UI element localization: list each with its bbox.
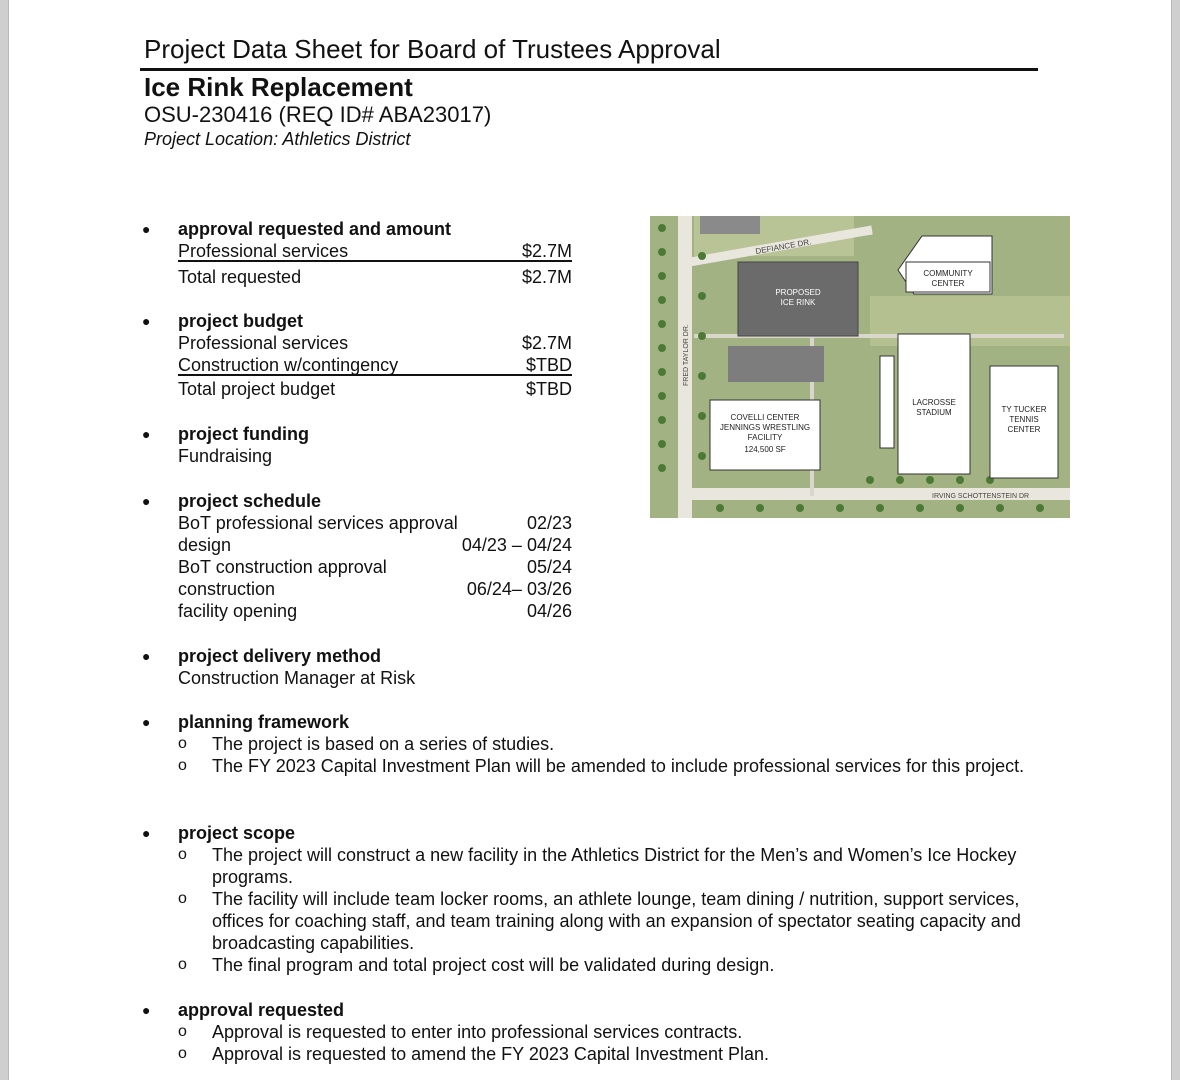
row-label: Professional services [178,241,349,261]
row-value: $TBD [525,379,572,399]
bullet-icon: ● [142,313,151,329]
table-row [178,512,572,534]
covelli-label: COVELLI CENTER [730,413,800,422]
section-text: Construction Manager at Risk [178,668,416,688]
list-item [178,1043,1052,1065]
project-name: Ice Rink Replacement [144,72,413,102]
bullet-icon: ● [142,1002,151,1018]
circle-bullet-icon: o [178,890,187,907]
table-row [178,332,572,354]
section-title: approval requested and amount [178,219,452,239]
row-value: 05/24 [526,557,572,577]
community-label: CENTER [931,279,965,288]
bullet-icon: ● [142,648,151,664]
row-label: Construction w/contingency [178,355,399,375]
list-item [178,888,1052,954]
table-row [178,240,572,262]
tennis-label: TY TUCKER [1001,405,1047,414]
list-item-text: Approval is requested to enter into professional services contracts. [212,1022,743,1042]
budget-section [178,310,572,400]
section-title: project funding [178,424,309,444]
framework-section [178,711,1052,777]
proposed-label: ICE RINK [780,298,816,307]
circle-bullet-icon: o [178,846,187,863]
page-title: Project Data Sheet for Board of Trustees Approval [144,34,721,64]
bullet-icon: ● [142,493,151,509]
lacrosse-stand [880,356,894,448]
section-title: planning framework [178,712,350,732]
bullet-icon: ● [142,825,151,841]
title-divider [140,68,1038,71]
bullet-icon: ● [142,221,151,237]
project-location: Project Location: Athletics District [144,129,411,149]
list-item-text: The project will construct a new facility in the Athletics District for the Men’s and Women’s Ice Hockey programs. [212,845,1017,887]
bullet-icon: ● [142,714,151,730]
row-value: 02/23 [526,513,572,533]
row-label: BoT professional services approval [178,513,458,533]
approval-section [178,999,1052,1065]
existing-building [700,216,760,234]
fred-taylor-label: FRED TAYLOR DR. [683,324,690,386]
section-title: approval requested [178,1000,345,1020]
covelli-label: FACILITY [747,433,783,442]
row-value: 04/23 – 04/24 [461,535,572,555]
scope-section [178,822,1052,976]
section-title: project budget [178,311,303,331]
row-value: 04/26 [526,601,572,621]
project-id: OSU-230416 (REQ ID# ABA23017) [144,102,492,127]
row-label: design [178,535,232,555]
row-value: $TBD [525,355,572,375]
table-row [178,578,572,600]
list-item-text: The facility will include team locker rooms, an athlete lounge, team dining / nutrition, support services, offices for coaching staff, and team training along with an expansion of spectator seating capacity and broadcasting capabilities. [212,889,1021,953]
bullet-icon: ● [142,426,151,442]
row-value: 06/24– 03/26 [466,579,572,599]
tennis-label: TENNIS [1009,415,1039,424]
community-label: COMMUNITY [923,269,973,278]
irving-label: IRVING SCHOTTENSTEIN DR [932,493,1030,500]
viewer-left-border [0,0,9,1080]
list-item-text: The FY 2023 Capital Investment Plan will be amended to include professional services for this project. [212,756,1025,776]
defiance-label: DEFIANCE DR. [754,237,812,256]
schedule-section [178,490,572,622]
table-row [178,556,572,578]
list-item [178,1021,1052,1043]
table-row [178,600,572,622]
list-item-text: The project is based on a series of studies. [212,734,555,754]
section-title: project schedule [178,491,322,511]
list-item-text: Approval is requested to amend the FY 2023 Capital Investment Plan. [212,1044,769,1064]
row-label: Total requested [178,267,302,287]
row-label: facility opening [178,601,298,621]
delivery-section [178,645,415,689]
circle-bullet-icon: o [178,735,187,752]
table-row [178,378,572,400]
row-value: $2.7M [521,267,572,287]
list-item [178,844,1052,888]
existing-building [728,346,824,382]
row-label: construction [178,579,276,599]
row-value: $2.7M [521,241,572,261]
approval-amount-section [178,218,572,288]
lacrosse-label: STADIUM [916,408,952,417]
section-title: project delivery method [178,646,382,666]
table-row [178,266,572,288]
list-item-text: The final program and total project cost will be validated during design. [212,955,775,975]
tennis-label: CENTER [1007,425,1041,434]
list-item [178,954,1052,976]
funding-section [178,423,309,467]
lacrosse-label: LACROSSE [912,398,956,407]
proposed-label: PROPOSED [775,288,821,297]
list-item [178,755,1052,777]
viewer-right-border [1171,0,1180,1080]
circle-bullet-icon: o [178,1045,187,1062]
row-label: Professional services [178,333,349,353]
covelli-label: JENNINGS WRESTLING [719,423,811,432]
table-row [178,534,572,556]
row-value: $2.7M [521,333,572,353]
list-item [178,733,1052,755]
table-row [178,354,572,376]
section-title: project scope [178,823,296,843]
circle-bullet-icon: o [178,1023,187,1040]
section-text: Fundraising [178,446,273,466]
circle-bullet-icon: o [178,757,187,774]
circle-bullet-icon: o [178,956,187,973]
row-label: Total project budget [178,379,336,399]
site-map [650,216,1070,518]
row-label: BoT construction approval [178,557,387,577]
covelli-label: 124,500 SF [744,445,786,454]
